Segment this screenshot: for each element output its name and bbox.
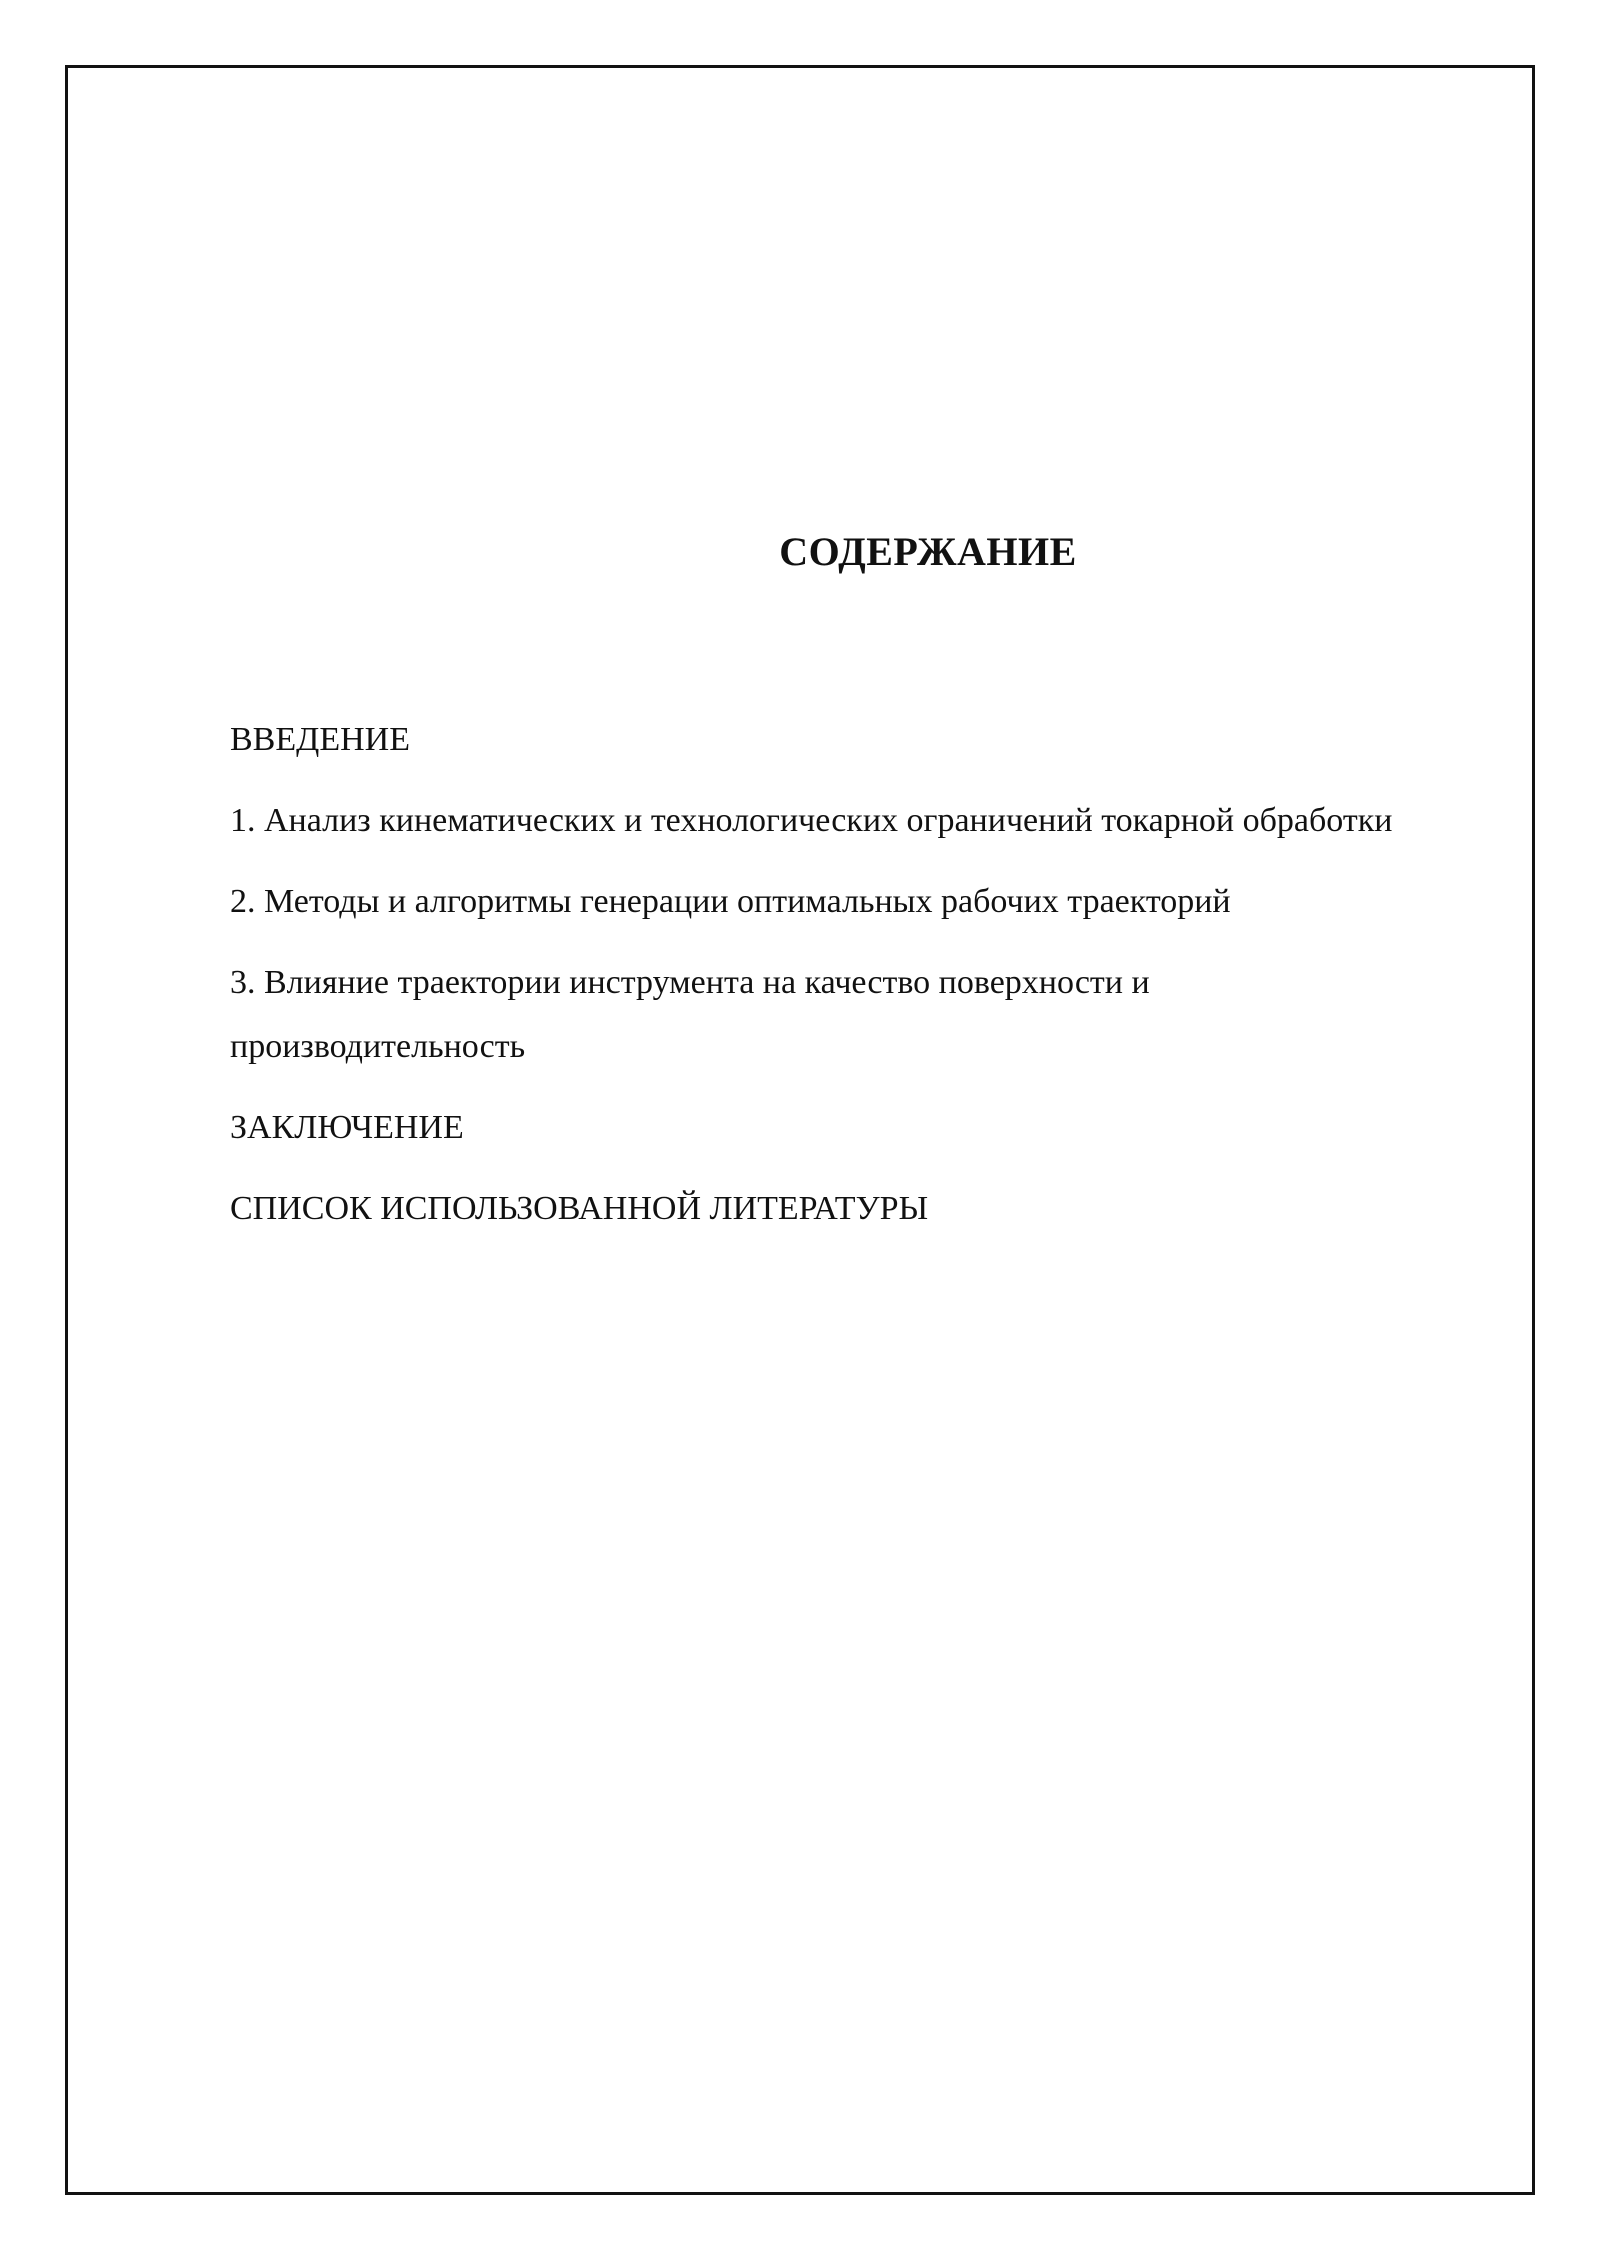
toc-item-introduction: ВВЕДЕНИЕ — [230, 721, 410, 758]
toc-item-references: СПИСОК ИСПОЛЬЗОВАННОЙ ЛИТЕРАТУРЫ — [230, 1190, 929, 1227]
toc-item-chapter-3: 3. Влияние траектории инструмента на качество поверхности и производительность — [230, 964, 1150, 1065]
page-border-frame — [65, 65, 1535, 2195]
page-title: СОДЕРЖАНИЕ — [779, 529, 1077, 574]
toc-item-chapter-1: 1. Анализ кинематических и технологических ограничений токарной обработки — [230, 802, 1393, 839]
table-of-contents — [230, 708, 1430, 1258]
toc-item-conclusion: ЗАКЛЮЧЕНИЕ — [230, 1109, 464, 1146]
toc-item-chapter-2: 2. Методы и алгоритмы генерации оптимальных рабочих траекторий — [230, 883, 1231, 920]
